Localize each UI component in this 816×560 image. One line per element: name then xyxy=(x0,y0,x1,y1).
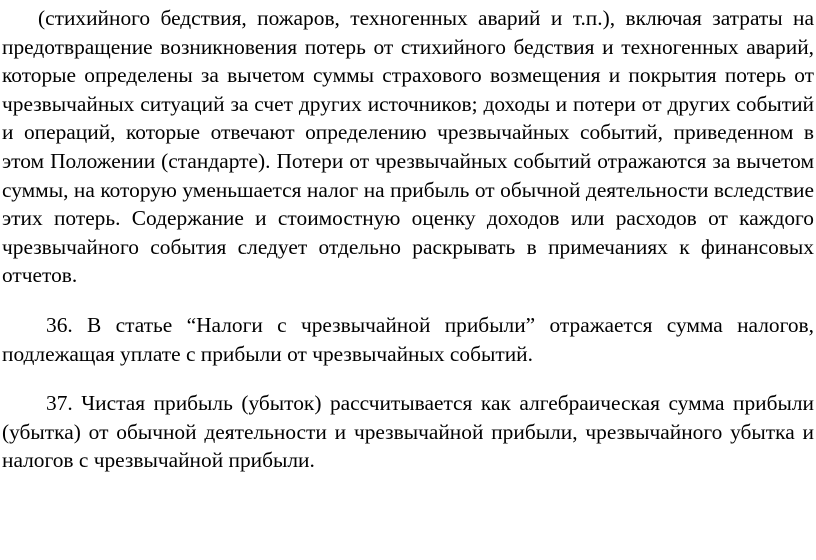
paragraph-37: 37. Чистая прибыль (убыток) рассчитывается как алгебраическая сумма прибыли (убытка) от обычной деятельности и чрезвычайной прибыли, чрезвычайного убытка и налогов с чрезвычайной прибыли. xyxy=(2,391,814,473)
paragraph-continuation: (стихийного бедствия, пожаров, техногенных аварий и т.п.), включая затраты на предотвращение возникновения потерь от стихийного бедствия и техногенных аварий, которые определены за вычетом суммы страхового возмещения и покрытия потерь от чрезвычайных ситуаций за счет других источников; доходы и потери от других событий и операций, которые отвечают определению чрезвычайных событий, приведенном в этом Положении (стандарте). Потери от чрезвычайных событий отражаются за вычетом суммы, на которую уменьшается налог на прибыль от обычной деятельности вследствие этих потерь. Содержание и стоимостную оценку доходов или расходов от каждого чрезвычайного события следует отдельно раскрывать в примечаниях к финансовых отчетов. xyxy=(2,6,814,288)
paragraph-36: 36. В статье “Налоги с чрезвычайной прибыли” отражается сумма налогов, подлежащая уплате с прибыли от чрезвычайных событий. xyxy=(2,312,814,366)
